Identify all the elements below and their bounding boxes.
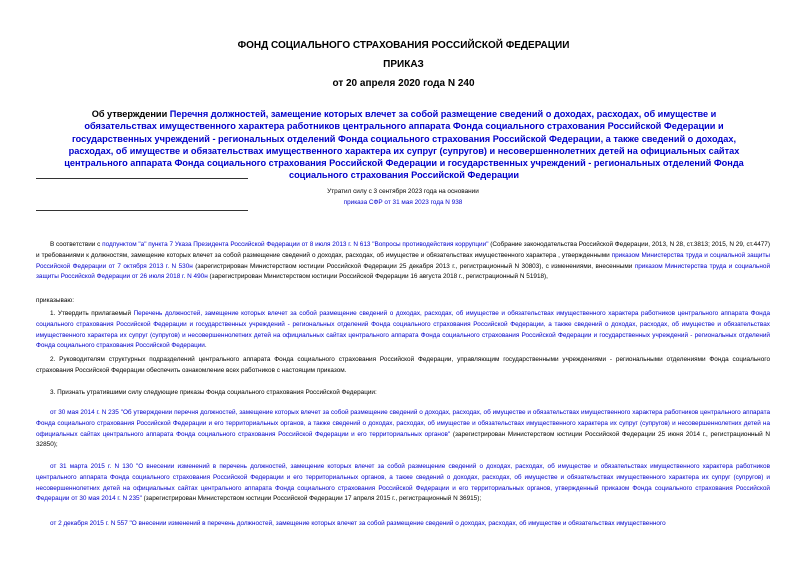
order-235-registration: (зарегистрирован Министерством юстиции Российской Федерации 25 июня 2014 г., регистрационный N 32850); <box>36 430 770 449</box>
order-530n-link[interactable]: приказом Министерства труда и социальной защиты Российской Федерации от 7 октября 2013 г. N 530н <box>36 251 770 270</box>
order-word: приказываю: <box>36 297 74 304</box>
divider-bottom <box>36 210 248 211</box>
lost-force-text: Утратил силу с 3 сентября 2023 года на основании <box>327 188 479 195</box>
document-date-heading: от 20 апреля 2020 года N 240 <box>332 78 475 89</box>
repealed-order-557 <box>36 519 770 530</box>
repealed-order-130 <box>36 462 770 505</box>
item-1-paragraph <box>36 309 770 352</box>
preamble-text-1: В соответствии с <box>50 241 103 248</box>
lost-force-link[interactable]: приказа СФР от 31 мая 2023 года N 938 <box>343 199 463 206</box>
preamble-text-3: (зарегистрирован Министерством юстиции Российской Федерации 25 декабря 2013 г., регистрационный N 30803), с изменениями, внесенными <box>192 262 635 270</box>
title-prefix: Об утверждении <box>91 109 170 119</box>
divider-top <box>36 178 248 179</box>
decree-link[interactable]: подпунктом "а" пункта 7 Указа Президента Российской Федерации от 8 июля 2013 г. N 613 "Вопросы противодействия коррупции" <box>102 241 489 248</box>
order-490n-link[interactable]: приказом Министерства труда и социальной защиты Российской Федерации от 26 июля 2018 г. N 490н <box>36 262 771 281</box>
item-2-paragraph: 2. Руководителям структурных подразделений центрального аппарата Фонда социального страхования Российской Федерации, управляющим государственными учреждениями - региональными отделениями Фонда социального страхования Российской Федерации обеспечить ознакомление всех работников с настоящим приказом. <box>36 356 770 374</box>
item-1-end: . <box>204 342 207 350</box>
preamble-paragraph <box>36 240 770 283</box>
order-557-link[interactable]: от 2 декабря 2015 г. N 557 "О внесении изменений в перечень должностей, замещение которых влечет за собой размещение сведений о доходах, расходах, об имуществе и обязательствах имущественного <box>50 520 666 527</box>
organization-heading: ФОНД СОЦИАЛЬНОГО СТРАХОВАНИЯ РОССИЙСКОЙ ФЕДЕРАЦИИ <box>237 40 570 51</box>
item-3-paragraph: 3. Признать утратившими силу следующие приказы Фонда социального страхования Российской Федерации: <box>50 389 377 396</box>
repealed-order-235 <box>36 408 770 451</box>
preamble-text-2: (Собрание законодательства Российской Федерации, 2013, N 28, ст.3813; 2015, N 29, ст.4477) и требованиями к должностям, замещение которых влечет за собой размещение сведений о доходах, расходах, об имуществе и обязательствах имущественного характера , утвержденными <box>36 241 770 259</box>
order-235-link[interactable]: от 30 мая 2014 г. N 235 "Об утверждении перечня должностей, замещение которых влечет за собой размещение сведений о доходах, расходах, об имуществе и обязательствах имущественного характера работников центрального аппарата Фонда социального страхования Российской Федерации и его территориальных органов, а также сведений о доходах, расходах, об имуществе и обязательствах имущественного характера их супруг (супругов) и несовершеннолетних детей на официальных сайтах центрального аппарата Фонда социального страхования Российской Федерации и его территориальных органов" <box>36 409 770 438</box>
preamble-text-4: (зарегистрирован Министерством юстиции Российской Федерации 16 августа 2018 г., регистрационный N 51918), <box>207 273 548 281</box>
lost-force-note <box>292 186 514 208</box>
document-title <box>62 108 746 182</box>
list-link[interactable]: Перечень должностей, замещение которых влечет за собой размещение сведений о доходах, расходах, об имуществе и обязательствах имущественного характера работников центрального аппарата Фонда социального страхования Российской Федерации и государственных учреждений - региональных отделений Фонда социального страхования Российской Федерации, а также сведений о доходах, расходах, об имуществе и обязательствах имущественного характера их супруг (супругов) и несовершеннолетних детей на официальных сайтах центрального аппарата Фонда социального страхования Российской Федерации и государственных учреждений - региональных отделений Фонда социального страхования Российской Федерации <box>36 310 770 350</box>
title-link[interactable]: Перечня должностей, замещение которых влечет за собой размещение сведений о доходах, расходах, об имуществе и обязательствах имущественного характера работников центрального аппарата Фонда социального страхования Российской Федерации и государственных учреждений - региональных отделений Фонда социального страхования Российской Федерации, а также сведений о доходах, расходах, об имуществе и обязательствах имущественного характера их супруг (супругов) и несовершеннолетних детей на официальных сайтах центрального аппарата Фонда социального страхования Российской Федерации и государственных учреждений - региональных отделений Фонда социального страхования Российской Федерации <box>64 109 744 181</box>
order-130-link[interactable]: от 31 марта 2015 г. N 130 "О внесении изменений в перечень должностей, замещение которых влечет за собой размещение сведений о доходах, расходах, об имуществе и обязательствах имущественного характера работников центрального аппарата Фонда социального страхования Российской Федерации и его территориальных органов, а также сведений о доходах, расходах, об имуществе и обязательствах имущественного характера их супруг (супругов) и несовершеннолетних детей на официальных сайтах центрального аппарата Фонда социального страхования Российской Федерации и его территориальных органов, утвержденный приказом Фонда социального страхования Российской Федерации от 30 мая 2014 г. N 235" <box>36 463 770 503</box>
document-type-heading: ПРИКАЗ <box>383 59 424 70</box>
item-1-text: 1. Утвердить прилагаемый <box>50 310 134 317</box>
order-130-registration: (зарегистрирован Министерством юстиции Российской Федерации 17 апреля 2015 г., регистрационный N 36915); <box>141 495 482 503</box>
